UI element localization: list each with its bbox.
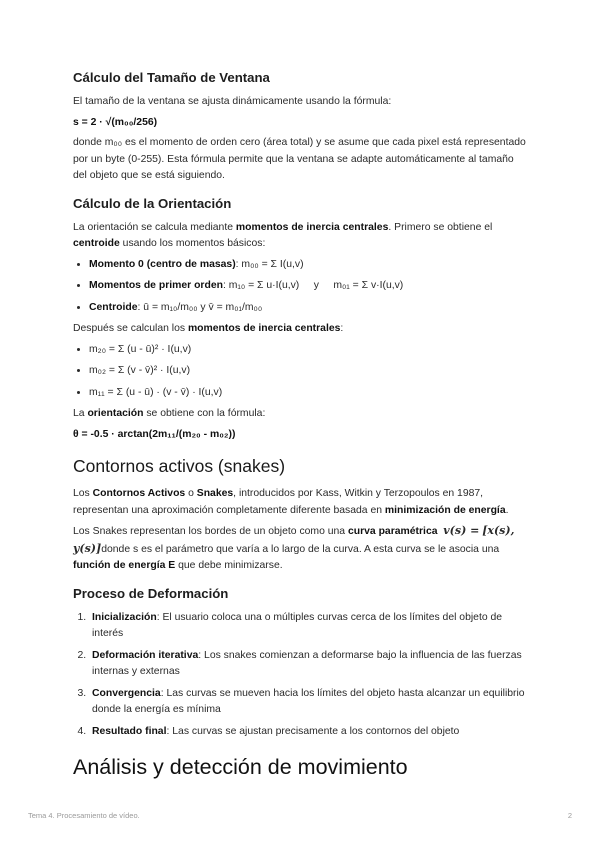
list-item: • m₀₂ = Σ (v - v̄)² · I(u,v) — [89, 363, 528, 380]
window-size-heading: Cálculo del Tamaño de Ventana — [73, 70, 270, 85]
page-footer — [28, 811, 572, 820]
deformation-heading: Proceso de Deformación — [73, 585, 229, 601]
central-moments-intro: Después se calculan los momentos de inercia centrales: — [73, 323, 344, 334]
orientation-formula: θ = -0.5 · arctan(2m₁₁/(m₂₀ - m₀₂)) — [73, 428, 236, 440]
list-item: • Momentos de primer orden: m₁₀ = Σ u·I(u,v) y m₀₁ = Σ v·I(u,v) — [89, 278, 528, 295]
list-item: 2. Deformación iterativa: Los snakes comienzan a deformarse bajo la influencia de las fuerzas internas y externas — [89, 648, 528, 681]
page-number: 2 — [567, 811, 572, 820]
window-size-description: donde m₀₀ es el momento de orden cero (área total) y se asume que cada pixel está representado por un byte (0-255). Esta fórmula permite que la ventana se adapte automáticamente al tamaño del objeto que se está siguiendo. — [73, 137, 526, 181]
list-item: • m₂₀ = Σ (u - ū)² · I(u,v) — [89, 342, 528, 359]
page-content — [73, 70, 528, 781]
list-item: 3. Convergencia: Las curvas se mueven hacia los límites del objeto hasta alcanzar un equilibrio donde la energía es mínima — [89, 686, 528, 719]
snakes-heading: Contornos activos (snakes) — [73, 456, 286, 476]
list-item: 4. Resultado final: Las curvas se ajustan precisamente a los contornos del objeto — [89, 724, 528, 741]
basic-moments-list — [73, 257, 528, 317]
orientation-heading: Cálculo de la Orientación — [73, 195, 232, 211]
list-item: 1. Inicialización: El usuario coloca una o múltiples curvas cerca de los límites del objeto de interés — [89, 610, 528, 643]
footer-title: Tema 4. Procesamiento de vídeo. — [28, 811, 140, 820]
motion-heading: Análisis y detección de movimiento — [73, 755, 408, 779]
window-size-intro: El tamaño de la ventana se ajusta dinámicamente usando la fórmula: — [73, 96, 392, 107]
list-item: • m₁₁ = Σ (u - ū) · (v - v̄) · I(u,v) — [89, 385, 528, 402]
snakes-paragraph-1: Los Contornos Activos o Snakes, introducidos por Kass, Witkin y Terzopoulos en 1987, representan una aproximación completamente diferente basada en minimización de energía. — [73, 488, 509, 516]
orientation-intro: La orientación se calcula mediante momentos de inercia centrales. Primero se obtiene el centroide usando los momentos básicos: — [73, 221, 493, 249]
list-item: • Centroide: ū = m₁₀/m₀₀ y v̄ = m₀₁/m₀₀ — [89, 300, 528, 317]
orientation-result-intro: La orientación se obtiene con la fórmula: — [73, 408, 266, 419]
deformation-steps-list — [73, 610, 528, 741]
curve-equation: v(s) = — [443, 524, 480, 537]
snakes-paragraph-2: Los Snakes representan los bordes de un objeto como una curva paramétrica v(s) = [x(s), y(s)]donde s es el parámetro que varía a lo largo de la curva. A esta curva se le asocia una función de energía E que debe minimizarse. — [73, 524, 515, 571]
curve-coordinates: [x(s), y(s)] — [73, 524, 515, 555]
central-moments-list — [73, 342, 528, 402]
list-item: • Momento 0 (centro de masas): m₀₀ = Σ I(u,v) — [89, 257, 528, 274]
window-size-formula: s = 2 · √(m₀₀/256) — [73, 116, 158, 128]
